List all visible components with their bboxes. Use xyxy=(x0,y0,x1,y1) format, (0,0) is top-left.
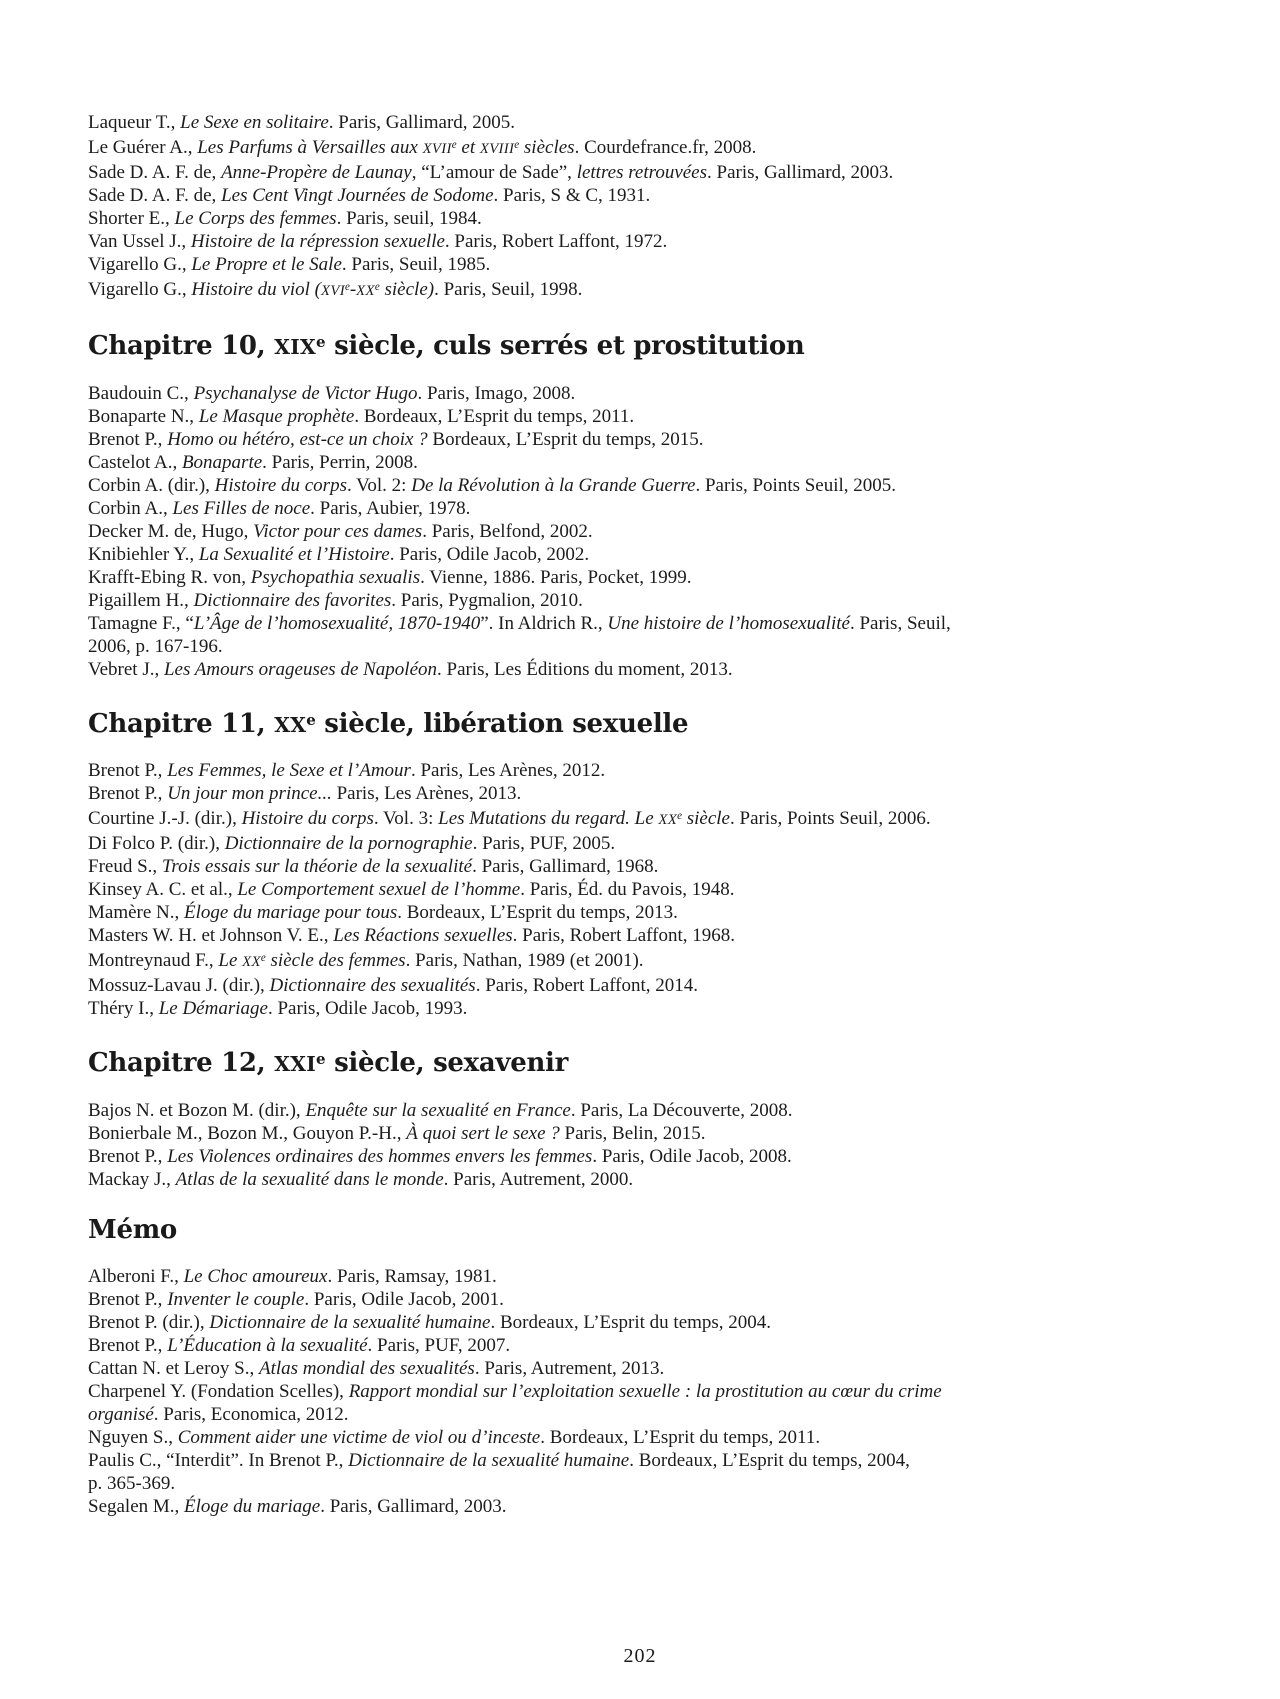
text-run: Laqueur T., xyxy=(88,112,181,133)
text-run: . Courdefrance.fr, 2008. xyxy=(574,136,757,158)
text-run: Les Parfums à Versailles aux xyxy=(197,136,423,158)
text-run: De la Révolution à la Grande Guerre xyxy=(411,474,696,496)
text-run: Paulis C., “Interdit”. In Brenot P., xyxy=(88,1450,349,1472)
chapter-heading xyxy=(88,1042,1110,1081)
text-run: Chapitre 10, xyxy=(88,330,275,361)
text-run: Le Comportement sexuel de l’homme xyxy=(237,879,521,901)
text-run: e xyxy=(316,332,326,351)
page-number: 202 xyxy=(623,1645,657,1667)
bibliography-entry xyxy=(88,1145,1110,1168)
bibliography-entry xyxy=(88,451,1110,474)
text-run: Paris, Belin, 2015. xyxy=(559,1123,706,1145)
bibliography-entry xyxy=(88,855,1110,878)
text-run: Brenot P., xyxy=(88,783,168,805)
text-run: XX xyxy=(658,812,678,829)
text-run: XX xyxy=(242,954,261,971)
text-run: Decker M. de, Hugo, xyxy=(88,520,254,542)
bibliography-entry xyxy=(88,924,1110,947)
bibliography-entry xyxy=(88,878,1110,901)
text-run: ”. In Aldrich R., xyxy=(480,612,608,634)
text-run: Courtine J.-J. (dir.), xyxy=(88,808,242,830)
text-run: . Bordeaux, L’Esprit du temps, 2013. xyxy=(397,902,678,924)
text-run: siècles xyxy=(519,136,575,158)
bibliography-entry xyxy=(88,759,1110,782)
text-run: . Paris, La Découverte, 2008. xyxy=(570,1100,793,1122)
text-run: XXI xyxy=(274,1052,317,1077)
text-run: Les Mutations du regard. Le xyxy=(438,808,659,830)
text-run: . Paris, Les Arènes, 2012. xyxy=(410,760,606,782)
text-run: , “L’amour de Sade”, xyxy=(411,161,577,183)
text-run: Le Sexe en solitaire xyxy=(180,112,329,133)
text-run: Vigarello G., xyxy=(88,253,192,275)
text-run: Dictionnaire des sexualités xyxy=(269,975,476,997)
bibliography-entry xyxy=(88,474,1110,497)
text-run: . Paris, Robert Laffont, 1972. xyxy=(444,230,668,252)
text-run: Les Femmes, le Sexe et l’Amour xyxy=(167,760,411,782)
bibliography-entry xyxy=(88,589,1110,612)
text-run: Brenot P., xyxy=(88,1335,168,1357)
bibliography-entry xyxy=(88,1288,1110,1311)
text-run: Le Guérer A., xyxy=(88,136,198,158)
text-run: Freud S., xyxy=(88,856,162,878)
text-run: lettres retrouvées xyxy=(576,161,708,183)
bibliography-entry xyxy=(88,276,1110,303)
text-run: Histoire du viol ( xyxy=(191,278,321,300)
text-run: siècle, libération sexuelle xyxy=(315,708,689,739)
text-run: Bonierbale M., Bozon M., Gouyon P.-H., xyxy=(88,1123,407,1145)
text-run: Le Masque prophète xyxy=(198,405,355,427)
bibliography-entry xyxy=(88,207,1110,230)
text-run: Inventer le couple xyxy=(167,1289,305,1311)
text-run: e xyxy=(306,710,316,729)
text-run: Le xyxy=(218,950,243,972)
text-run: Charpenel Y. (Fondation Scelles), xyxy=(88,1381,349,1403)
text-run: e xyxy=(344,280,350,293)
bibliography-entry xyxy=(88,543,1110,566)
bibliography-entry xyxy=(88,428,1110,451)
text-run: . Paris, Odile Jacob, 1993. xyxy=(267,998,468,1020)
text-run: e xyxy=(451,139,457,151)
text-run: Atlas mondial des sexualités xyxy=(258,1358,475,1380)
text-run: e xyxy=(514,139,520,151)
text-run: Histoire du corps xyxy=(214,474,347,496)
bibliography-entry xyxy=(88,805,1110,832)
text-run: Les Réactions sexuelles xyxy=(333,925,513,947)
bibliography-entry xyxy=(88,253,1110,276)
text-run: . Paris, seuil, 1984. xyxy=(336,207,482,229)
text-run: Krafft-Ebing R. von, xyxy=(88,566,251,588)
bibliography-entry xyxy=(88,184,1110,207)
text-run: . Bordeaux, L’Esprit du temps, 2004. xyxy=(490,1312,772,1334)
text-run: XX xyxy=(356,282,375,299)
text-run: . Paris, Gallimard, 2003. xyxy=(707,161,894,183)
text-run: Shorter E., xyxy=(88,207,175,229)
bibliography-entry xyxy=(88,947,1110,974)
text-run: Bajos N. et Bozon M. (dir.), xyxy=(88,1100,306,1122)
text-run: . Paris, Gallimard, 1968. xyxy=(472,856,659,878)
text-run: siècle) xyxy=(379,278,435,300)
bibliography-entry xyxy=(88,405,1110,428)
text-run: siècle des femmes xyxy=(265,950,406,972)
bibliography-entry xyxy=(88,497,1110,520)
bibliography-entry xyxy=(88,1099,1110,1122)
text-run: . Paris, Points Seuil, 2006. xyxy=(730,808,931,830)
text-run: Comment aider une victime de viol ou d’inceste xyxy=(177,1427,541,1449)
text-run: Bonaparte N., xyxy=(88,405,199,427)
text-run: Le Démariage xyxy=(158,998,268,1020)
text-run: Brenot P., xyxy=(88,760,168,782)
bibliography-entry xyxy=(88,1426,1110,1449)
text-run: Le Corps des femmes xyxy=(174,207,337,229)
text-run: Une histoire de l’homosexualité xyxy=(607,612,850,634)
text-run: XX xyxy=(274,712,307,737)
text-run: . Paris, Robert Laffont, 2014. xyxy=(475,975,699,997)
text-run: Mossuz-Lavau J. (dir.), xyxy=(88,975,270,997)
text-run: Histoire du corps xyxy=(241,808,374,830)
text-run: . Paris, Seuil, 1985. xyxy=(341,253,491,275)
text-run: Brenot P., xyxy=(88,1146,168,1168)
text-run: Anne-Propère de Launay xyxy=(221,161,412,183)
text-run: . Paris, Aubier, 1978. xyxy=(310,497,471,519)
bibliography-entry xyxy=(88,1168,1110,1191)
text-run: . Paris, Belfond, 2002. xyxy=(422,520,593,542)
text-run: Dictionnaire de la sexualité humaine xyxy=(209,1312,491,1334)
bibliography-entry xyxy=(88,1380,1110,1426)
text-run: . Paris, Odile Jacob, 2008. xyxy=(592,1146,792,1168)
bibliography-section xyxy=(88,325,1110,681)
text-run: . Paris, Gallimard, 2005. xyxy=(328,112,516,133)
bibliography-entry xyxy=(88,1311,1110,1334)
text-run: e xyxy=(316,1050,326,1069)
bibliography-entry xyxy=(88,1495,1110,1518)
text-run: Les Filles de noce xyxy=(172,497,311,519)
bibliography-entry xyxy=(88,1265,1110,1288)
text-run: Brenot P., xyxy=(88,1289,168,1311)
text-run: e xyxy=(374,280,380,293)
text-run: . Paris, Gallimard, 2003. xyxy=(320,1496,507,1518)
text-run: . Paris, Autrement, 2000. xyxy=(443,1169,634,1191)
bibliography-section xyxy=(88,1213,1110,1518)
text-run: Trois essais sur la théorie de la sexualité xyxy=(161,856,473,878)
text-run: Kinsey A. C. et al., xyxy=(88,879,238,901)
text-run: . Bordeaux, L’Esprit du temps, 2011. xyxy=(540,1427,821,1449)
text-run: . Paris, Éd. du Pavois, 1948. xyxy=(520,879,735,901)
text-run: Rapport mondial sur l’exploitation sexuelle : la prostitution au cœur du crime xyxy=(348,1381,942,1403)
bibliography xyxy=(88,111,1110,1518)
bibliography-entry xyxy=(88,658,1110,681)
text-run: - xyxy=(349,278,357,300)
text-run: Victor pour ces dames xyxy=(253,520,423,542)
text-run: XIX xyxy=(274,334,317,359)
text-run: . Paris, Autrement, 2013. xyxy=(474,1358,665,1380)
text-run: . Vol. 2: xyxy=(346,474,412,496)
text-run: À quoi sert le sexe ? xyxy=(406,1123,560,1145)
text-run: Sade D. A. F. de, xyxy=(88,184,222,206)
text-run: Montreynaud F., xyxy=(88,950,219,972)
text-run: . Paris, Points Seuil, 2005. xyxy=(695,474,897,496)
text-run: Un jour mon prince... xyxy=(167,783,332,805)
text-run: Les Cent Vingt Journées de Sodome xyxy=(221,184,494,206)
text-run: Homo ou hétéro, est-ce un choix ? xyxy=(167,428,428,450)
text-run: Pigaillem H., xyxy=(88,589,194,611)
text-run: . Paris, Ramsay, 1981. xyxy=(327,1266,497,1288)
text-run: Psychanalyse de Victor Hugo xyxy=(193,382,418,404)
text-run: Dictionnaire de la pornographie xyxy=(224,833,473,855)
bibliography-entry xyxy=(88,974,1110,997)
text-run: . Paris, PUF, 2007. xyxy=(367,1335,511,1357)
bibliography-entry xyxy=(88,134,1110,161)
text-run: Alberoni F., xyxy=(88,1266,184,1288)
bibliography-entry xyxy=(88,832,1110,855)
text-run: Van Ussel J., xyxy=(88,230,191,252)
bibliography-entry xyxy=(88,612,1110,658)
text-run: L’Âge de l’homosexualité, 1870-1940 xyxy=(193,612,481,634)
text-run: Vebret J., xyxy=(88,658,164,680)
text-run: et xyxy=(456,136,480,158)
text-run: organisé xyxy=(88,1404,154,1426)
chapter-heading xyxy=(88,325,1110,364)
text-run: . Paris, PUF, 2005. xyxy=(472,833,616,855)
text-run: Enquête sur la sexualité en France xyxy=(305,1100,571,1122)
chapter-heading xyxy=(88,1213,1110,1247)
text-run: L’Éducation à la sexualité xyxy=(167,1335,368,1357)
text-run: . Paris, Seuil, xyxy=(849,612,951,634)
text-run: Le Propre et le Sale xyxy=(191,253,342,275)
text-run: Brenot P., xyxy=(88,428,168,450)
text-run: . Bordeaux, L’Esprit du temps, 2011. xyxy=(354,405,635,427)
text-run: . Bordeaux, L’Esprit du temps, 2004, xyxy=(629,1450,910,1472)
text-run: Castelot A., xyxy=(88,451,182,473)
text-run: siècle xyxy=(681,808,730,830)
text-run: Éloge du mariage pour tous xyxy=(184,902,398,924)
text-run: Nguyen S., xyxy=(88,1427,178,1449)
text-run: Brenot P. (dir.), xyxy=(88,1312,210,1334)
text-run: Tamagne F., “ xyxy=(88,612,194,634)
text-run: Bonaparte xyxy=(181,451,263,473)
bibliography-section xyxy=(88,703,1110,1021)
bibliography-entry xyxy=(88,520,1110,543)
text-run: . Paris, Economica, 2012. xyxy=(153,1404,349,1426)
text-run: La Sexualité et l’Histoire xyxy=(198,543,390,565)
text-run: Dictionnaire de la sexualité humaine xyxy=(348,1450,630,1472)
text-run: Mémo xyxy=(88,1215,177,1246)
bibliography-entry xyxy=(88,1122,1110,1145)
text-run: p. 365-369. xyxy=(88,1473,176,1495)
text-run: Mamère N., xyxy=(88,902,185,924)
bibliography-entry xyxy=(88,997,1110,1020)
text-run: Les Violences ordinaires des hommes envers les femmes xyxy=(167,1146,593,1168)
text-run: . Paris, Imago, 2008. xyxy=(417,382,576,404)
text-run: . Paris, Odile Jacob, 2001. xyxy=(304,1289,504,1311)
text-run: Psychopathia sexualis xyxy=(250,566,421,588)
text-run: . Paris, Perrin, 2008. xyxy=(262,451,418,473)
text-run: XVI xyxy=(321,282,345,299)
text-run: Vigarello G., xyxy=(88,278,192,300)
text-run: Le Choc amoureux xyxy=(183,1266,328,1288)
text-run: Paris, Les Arènes, 2013. xyxy=(331,783,522,805)
text-run: . Paris, Odile Jacob, 2002. xyxy=(389,543,590,565)
bibliography-entry xyxy=(88,161,1110,184)
text-run: Théry I., xyxy=(88,998,159,1020)
text-run: Corbin A., xyxy=(88,497,173,519)
text-run: Chapitre 12, xyxy=(88,1048,275,1079)
text-run: Baudouin C., xyxy=(88,382,194,404)
bibliography-entry xyxy=(88,901,1110,924)
text-run: . Paris, Nathan, 1989 (et 2001). xyxy=(405,950,644,972)
text-run: Segalen M., xyxy=(88,1496,185,1518)
text-run: Atlas de la sexualité dans le monde xyxy=(175,1169,444,1191)
text-run: e xyxy=(260,952,266,965)
bibliography-entry xyxy=(88,1334,1110,1357)
text-run: . Vienne, 1886. Paris, Pocket, 1999. xyxy=(420,566,692,588)
text-run: Cattan N. et Leroy S., xyxy=(88,1358,259,1380)
bibliography-entry xyxy=(88,1449,1110,1495)
text-run: siècle, culs serrés et prostitution xyxy=(325,330,805,361)
text-run: . Paris, Seuil, 1998. xyxy=(434,278,583,300)
text-run: Bordeaux, L’Esprit du temps, 2015. xyxy=(427,428,704,450)
text-run: Histoire de la répression sexuelle xyxy=(190,230,445,252)
text-run: siècle, sexavenir xyxy=(325,1048,569,1079)
text-run: XVIII xyxy=(479,140,515,157)
text-run: e xyxy=(677,810,682,823)
text-run: Corbin A. (dir.), xyxy=(88,474,215,496)
text-run: Dictionnaire des favorites xyxy=(193,589,392,611)
text-run: Mackay J., xyxy=(88,1169,176,1191)
text-run: Masters W. H. et Johnson V. E., xyxy=(88,925,334,947)
text-run: . Paris, Les Éditions du moment, 2013. xyxy=(437,658,733,680)
text-run: . Vol. 3: xyxy=(373,808,439,830)
text-run: Di Folco P. (dir.), xyxy=(88,833,225,855)
bibliography-section xyxy=(88,111,1110,303)
text-run: . Paris, Pygmalion, 2010. xyxy=(391,589,583,611)
text-run: XVII xyxy=(422,140,452,157)
text-run: Knibiehler Y., xyxy=(88,543,199,565)
bibliography-entry xyxy=(88,782,1110,805)
bibliography-entry xyxy=(88,566,1110,589)
text-run: Chapitre 11, xyxy=(88,708,275,739)
text-run: . Paris, S & C, 1931. xyxy=(493,184,651,206)
bibliography-entry xyxy=(88,230,1110,253)
bibliography-entry xyxy=(88,1357,1110,1380)
bibliography-entry xyxy=(88,111,1110,134)
text-run: Sade D. A. F. de, xyxy=(88,161,222,183)
bibliography-section xyxy=(88,1042,1110,1191)
text-run: 2006, p. 167-196. xyxy=(88,635,223,657)
chapter-heading xyxy=(88,703,1110,742)
text-run: Les Amours orageuses de Napoléon xyxy=(163,658,438,680)
text-run: Éloge du mariage xyxy=(184,1496,321,1518)
text-run: . Paris, Robert Laffont, 1968. xyxy=(512,925,736,947)
bibliography-entry xyxy=(88,382,1110,405)
